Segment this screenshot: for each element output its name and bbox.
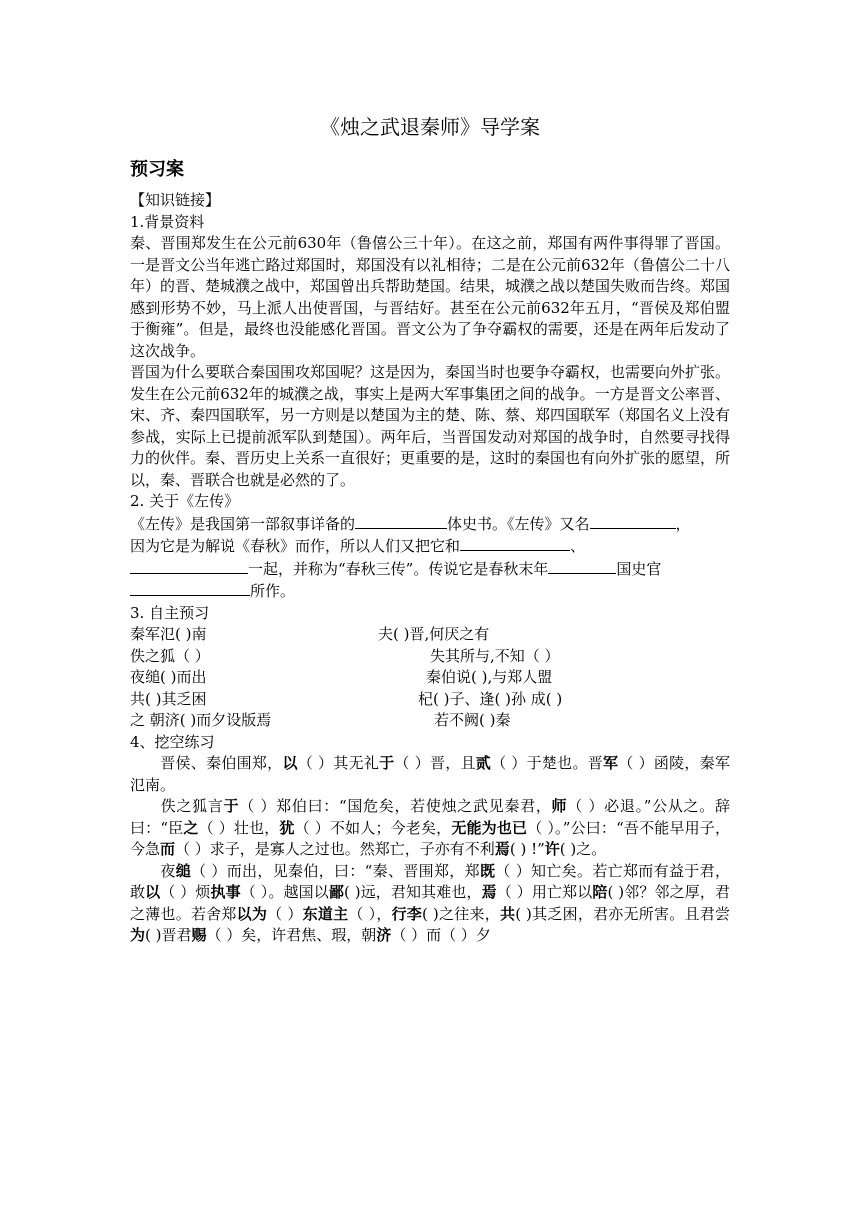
key-term: 犹 [279, 818, 295, 837]
blank-field[interactable] [460, 535, 570, 551]
knowledge-link-heading: 【知识链接】 [130, 191, 221, 209]
key-term: 陪 [592, 883, 608, 901]
self-study-item[interactable]: 夜缒( )而出 [130, 668, 207, 686]
passage-text[interactable]: （ ）烦 [160, 883, 211, 901]
key-term: 共 [499, 904, 516, 923]
passage-text[interactable]: （ ）矣，许君焦、瑕，朝 [206, 926, 377, 944]
zuozhuan-heading: 2. 关于《左传》 [130, 492, 240, 510]
key-term: 鄙 [328, 883, 344, 901]
zuozhuan-text: 《左传》是我国第一部叙事详备的 [130, 514, 356, 533]
passage-text[interactable]: （ ）晋，且 [394, 754, 476, 772]
fill-practice-heading: 4、挖空练习 [130, 732, 215, 751]
passage-text[interactable]: （ ）求子，是寡人之过也。然郑亡，子亦有不利 [175, 840, 495, 858]
key-term: 许 [544, 840, 560, 858]
passage-text[interactable]: （ ）函陵，秦军氾南。 [130, 754, 730, 794]
key-term: 执事 [210, 883, 241, 901]
self-study-item[interactable]: 之 朝济( )而夕设版焉 [130, 711, 272, 729]
self-study-item[interactable]: 夫( )晋,何厌之有 [378, 625, 490, 643]
self-study-row [130, 710, 730, 732]
passage-text[interactable]: ( )其乏困，君亦无所害。且君尝 [515, 904, 730, 923]
background-paragraph-1: 秦、晋围郑发生在公元前630年（鲁僖公三十年）。在这之前，郑国有两件事得罪了晋国。一是晋文公当年逃亡路过郑国时，郑国没有以礼相待；二是在公元前632年（鲁僖公二十八年）的晋、楚城濮之战中，郑国曾出兵帮助楚国。结果，城濮之战以楚国失败而告终。郑国感到形势不妙，马上派人出使晋国，与晋结好。甚至在公元前632年五月，“晋侯及郑伯盟于衡雍”。但是，最终也没能感化晋国。晋文公为了争夺霸权的需要，还是在两年后发动了这次战争。 [130, 234, 731, 360]
blank-field[interactable] [130, 558, 248, 574]
passage-text[interactable]: ( ) !” [509, 840, 545, 858]
passage-text[interactable]: 佚之狐言 [160, 797, 224, 815]
key-term: 军 [603, 754, 619, 772]
key-term: 以为 [236, 904, 268, 923]
blank-field[interactable] [548, 558, 616, 574]
zuozhuan-text: 国史官 [616, 559, 662, 578]
passage-text[interactable]: ( )晋君 [145, 926, 192, 944]
self-study-row [130, 624, 730, 646]
key-term: 之 [183, 818, 199, 837]
self-study-item[interactable]: 杞( )子、逢( )孙 成( ) [418, 689, 563, 708]
key-term: 赐 [191, 926, 207, 944]
passage-text[interactable]: （ ）必退。”公从之。辞曰：“臣 [130, 797, 730, 837]
key-term: 缒 [175, 861, 191, 880]
fill-paragraph-3 [130, 861, 730, 947]
passage-text[interactable]: （ ）壮也， [198, 818, 280, 837]
passage-text[interactable]: （ ）知亡矣。若亡郑而有益于君，敢 [130, 861, 730, 901]
passage-text[interactable]: （ ）不如人；今老矣， [294, 818, 452, 837]
passage-text[interactable]: （ ）。”公曰：“吾不能早用子，今急 [130, 818, 730, 858]
zuozhuan-text: 因为它是为解说《春秋》而作，所以人们又把它和 [130, 537, 461, 555]
passage-text[interactable]: （ ） [267, 904, 303, 923]
self-study-row [130, 646, 730, 668]
passage-text[interactable]: （ ）而出，见秦伯，曰：“秦、晋围郑，郑 [190, 861, 480, 880]
background-heading: 1.背景资料 [130, 212, 205, 231]
passage-text[interactable]: （ ）而（ ）夕 [391, 926, 491, 944]
self-study-item[interactable]: 秦军氾( )南 [130, 625, 207, 643]
passage-text[interactable]: ( )远，君知其难也， [343, 883, 482, 901]
passage-text[interactable]: （ ）其无礼 [297, 754, 380, 772]
background-paragraph-2: 晋国为什么要联合秦国围攻郑国呢？这是因为，秦国当时也要争夺霸权，也需要向外扩张。发生在公元前632年的城濮之战，事实上是两大军事集团之间的战争。一方是晋文公率晋、宋、齐、秦四国联军，另一方则是以楚国为主的楚、陈、蔡、郑四国联军（郑国名义上没有参战，实际上已提前派军队到楚国）。两年后，当晋国发动对郑国的战争时，自然要寻找得力的伙伴。秦、晋历史上关系一直很好；更重要的是，这时的秦国也有向外扩张的愿望，所以，秦、晋联合也就是必然的了。 [130, 363, 731, 489]
passage-text[interactable]: （ ）。越国以 [240, 883, 329, 901]
self-study-grid [130, 624, 730, 732]
zuozhuan-text: 一起，并称为“春秋三传”。传说它是春秋末年 [248, 559, 549, 578]
zuozhuan-text: ， [675, 514, 691, 533]
fill-paragraph-2 [130, 796, 730, 861]
passage-text[interactable]: ( )之。 [559, 840, 607, 858]
self-study-row [130, 689, 730, 711]
self-study-item[interactable]: 若不阙( )秦 [434, 711, 511, 729]
passage-text[interactable]: （ ）用亡郑以 [496, 883, 593, 901]
key-term: 焉 [481, 883, 497, 901]
key-term: 既 [479, 861, 496, 880]
passage-text[interactable]: ( )邻？邻之厚，君之薄也。若舍郑 [130, 883, 730, 923]
passage-text[interactable]: （ ）， [348, 904, 392, 923]
key-term: 于 [379, 754, 395, 772]
key-term: 而 [160, 840, 176, 858]
passage-text[interactable]: 晋侯、秦伯围郑， [160, 754, 283, 772]
key-term: 济 [376, 926, 392, 944]
key-term: 以 [145, 883, 161, 901]
self-study-item[interactable]: 共( )其乏困 [130, 689, 207, 708]
self-study-item[interactable]: 佚之狐（ ） [130, 646, 210, 665]
key-term: 行李 [391, 904, 423, 923]
blank-field[interactable] [130, 580, 250, 596]
key-term: 贰 [475, 754, 492, 772]
self-study-item[interactable]: 失其所与,不知（ ） [430, 646, 560, 665]
zuozhuan-text: 所作。 [250, 582, 296, 600]
zuozhuan-text: 体史书。《左传》又名 [447, 514, 590, 533]
self-study-row [130, 667, 730, 689]
blank-field[interactable] [590, 513, 676, 529]
key-term: 于 [223, 797, 240, 815]
self-study-heading: 3. 自主预习 [130, 603, 210, 622]
passage-text[interactable]: ( )之往来， [422, 904, 500, 923]
zuozhuan-text: 、 [570, 537, 586, 555]
section-heading-preview: 预习案 [130, 159, 184, 180]
passage-text[interactable]: （ ）于楚也。晋 [491, 754, 603, 772]
key-term: 焉 [494, 840, 510, 858]
key-term: 为 [130, 926, 146, 944]
zuozhuan-fill-block [130, 513, 730, 603]
document-page [130, 112, 730, 947]
key-term: 以 [282, 754, 298, 772]
passage-text[interactable]: （ ）郑伯曰：“国危矣，若使烛之武见秦君， [239, 797, 552, 815]
key-term: 师 [551, 797, 568, 815]
blank-field[interactable] [355, 513, 447, 529]
fill-paragraph-1 [130, 753, 730, 796]
key-term: 东道主 [302, 904, 349, 923]
self-study-item[interactable]: 秦伯说( ),与郑人盟 [426, 668, 553, 686]
passage-text[interactable]: 夜 [160, 861, 176, 880]
key-term: 无能为也已 [451, 818, 528, 837]
page-title: 《烛之武退秦师》导学案 [320, 115, 540, 139]
